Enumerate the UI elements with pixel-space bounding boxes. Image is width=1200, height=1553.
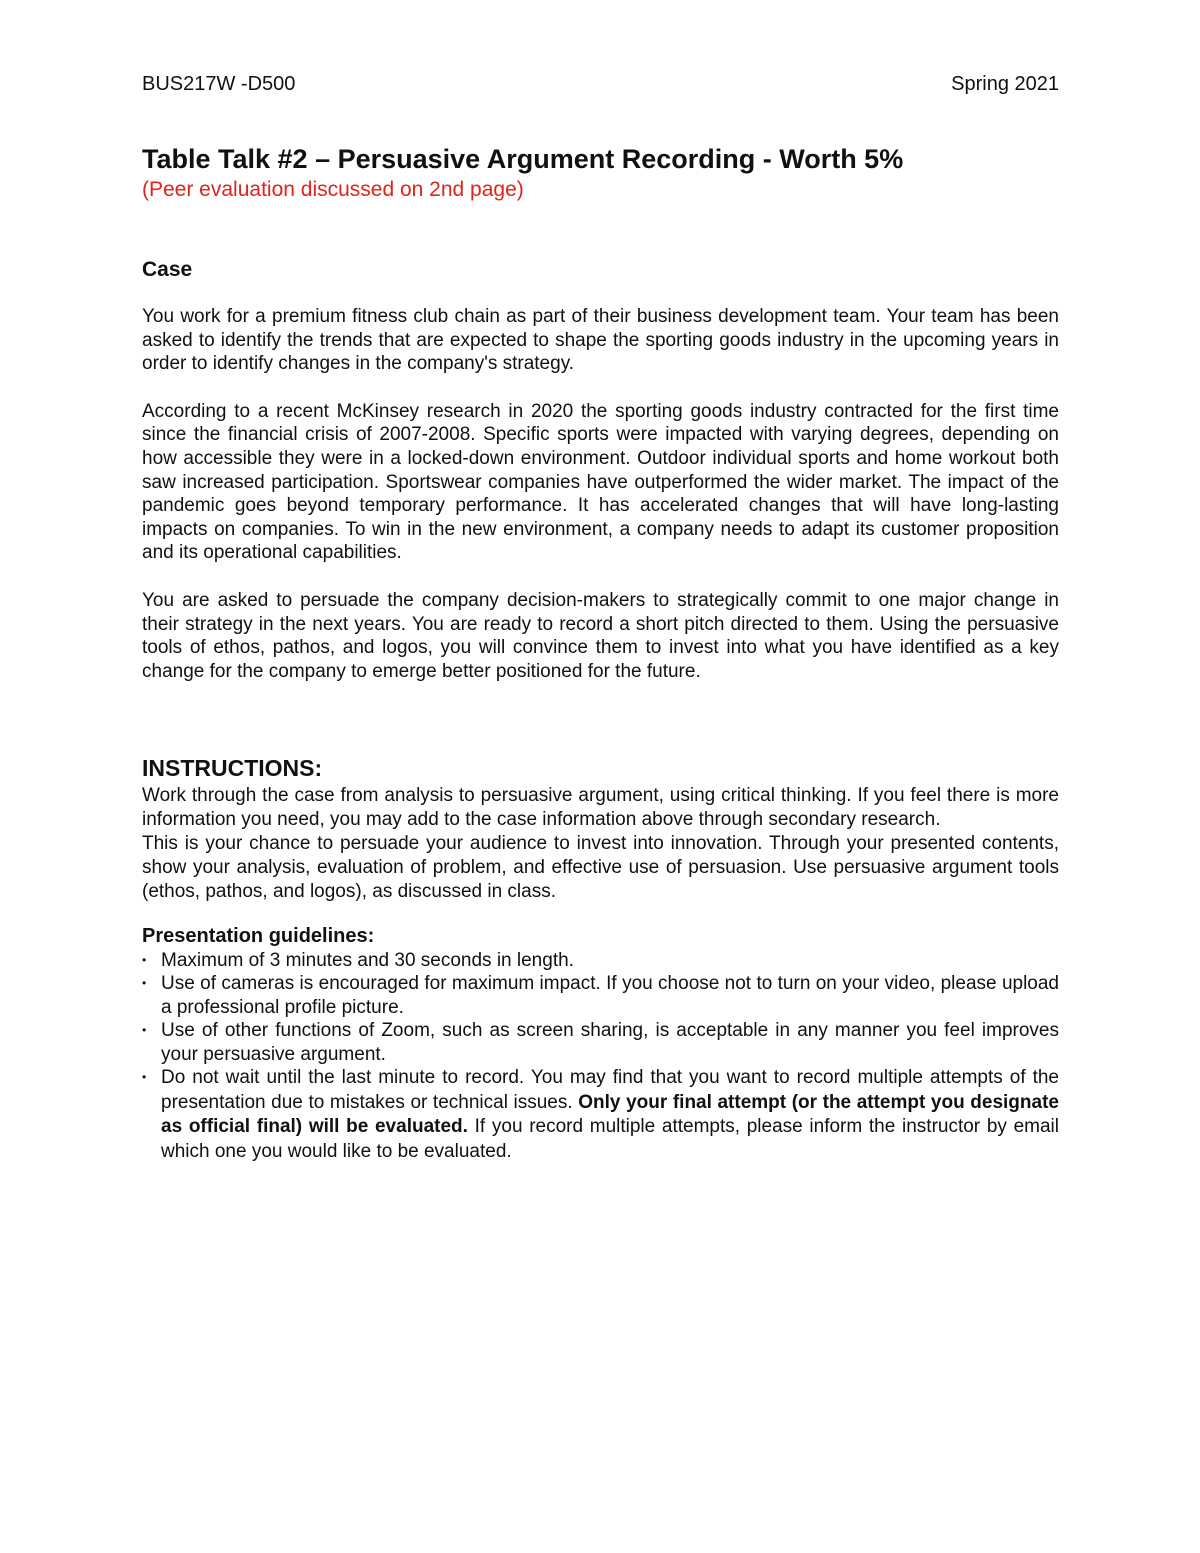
instructions-paragraph: This is your chance to persuade your audience to invest into innovation. Through your presented contents, show your analysis, evaluation of problem, and effective use of persuasion. Use persuasive argument tools (ethos, pathos, and logos), as discussed in class.: [142, 832, 1059, 902]
list-item-text-after: If you record multiple attempts, please inform the instructor by email which one you would like to be evaluated.: [161, 1116, 1059, 1162]
case-paragraph: You are asked to persuade the company decision-makers to strategically commit to one major change in their strategy in the next years. You are ready to record a short pitch directed to them. Using the persuasive tools of ethos, pathos, and logos, you will convince them to invest into what you have identified as a key change for the company to emerge better positioned for the future.: [142, 589, 1059, 682]
instructions-heading: INSTRUCTIONS:: [142, 755, 323, 782]
list-item-text: Use of cameras is encouraged for maximum impact. If you choose not to turn on your video, please upload a professional profile picture.: [161, 973, 1059, 1018]
document-page: [142, 70, 1059, 1164]
term-label: Spring 2021: [951, 73, 1059, 95]
guidelines-list: [142, 949, 1059, 1165]
document-title: Table Talk #2 – Persuasive Argument Recording - Worth 5%: [142, 144, 904, 174]
course-code: BUS217W -D500: [142, 73, 296, 95]
list-item: [142, 1019, 1059, 1066]
bullet-icon: •: [142, 1070, 147, 1085]
case-paragraph: You work for a premium fitness club chain as part of their business development team. Your team has been asked to identify the trends that are expected to shape the sporting goods industry in the upcoming years in order to identify changes in the company's strategy.: [142, 306, 1059, 375]
presentation-guidelines-heading: Presentation guidelines:: [142, 924, 375, 947]
list-item: [142, 949, 1059, 973]
list-item-text-bold: Only your final attempt (or the attempt you designate as official final) will be evaluated.: [161, 1091, 1059, 1138]
document-subtitle: (Peer evaluation discussed on 2nd page): [142, 178, 524, 201]
list-item: [142, 1066, 1059, 1164]
bullet-icon: •: [142, 1023, 147, 1038]
list-item-text: Use of other functions of Zoom, such as screen sharing, is acceptable in any manner you feel improves your persuasive argument.: [161, 1020, 1059, 1065]
bullet-icon: •: [142, 976, 147, 991]
page-header: [142, 70, 1059, 98]
case-paragraph: According to a recent McKinsey research in 2020 the sporting goods industry contracted for the first time since the financial crisis of 2007-2008. Specific sports were impacted with varying degrees, depending on how accessible they were in a locked-down environment. Outdoor individual sports and home workout both saw increased participation. Sportswear companies have outperformed the wider market. The impact of the pandemic goes beyond temporary performance. It has accelerated changes that will have long-lasting impacts on companies. To win in the new environment, a company needs to adapt its customer proposition and its operational capabilities.: [142, 400, 1059, 564]
case-heading: Case: [142, 258, 193, 281]
list-item-text: Maximum of 3 minutes and 30 seconds in length.: [161, 949, 574, 971]
instructions-paragraph: Work through the case from analysis to persuasive argument, using critical thinking. If you feel there is more information you need, you may add to the case information above through secondary research.: [142, 785, 1059, 830]
bullet-icon: •: [142, 952, 147, 967]
list-item-text-before: Do not wait until the last minute to record. You may find that you want to record multiple attempts of the presentation due to mistakes or technical issues.: [161, 1067, 1059, 1113]
list-item: [142, 972, 1059, 1019]
